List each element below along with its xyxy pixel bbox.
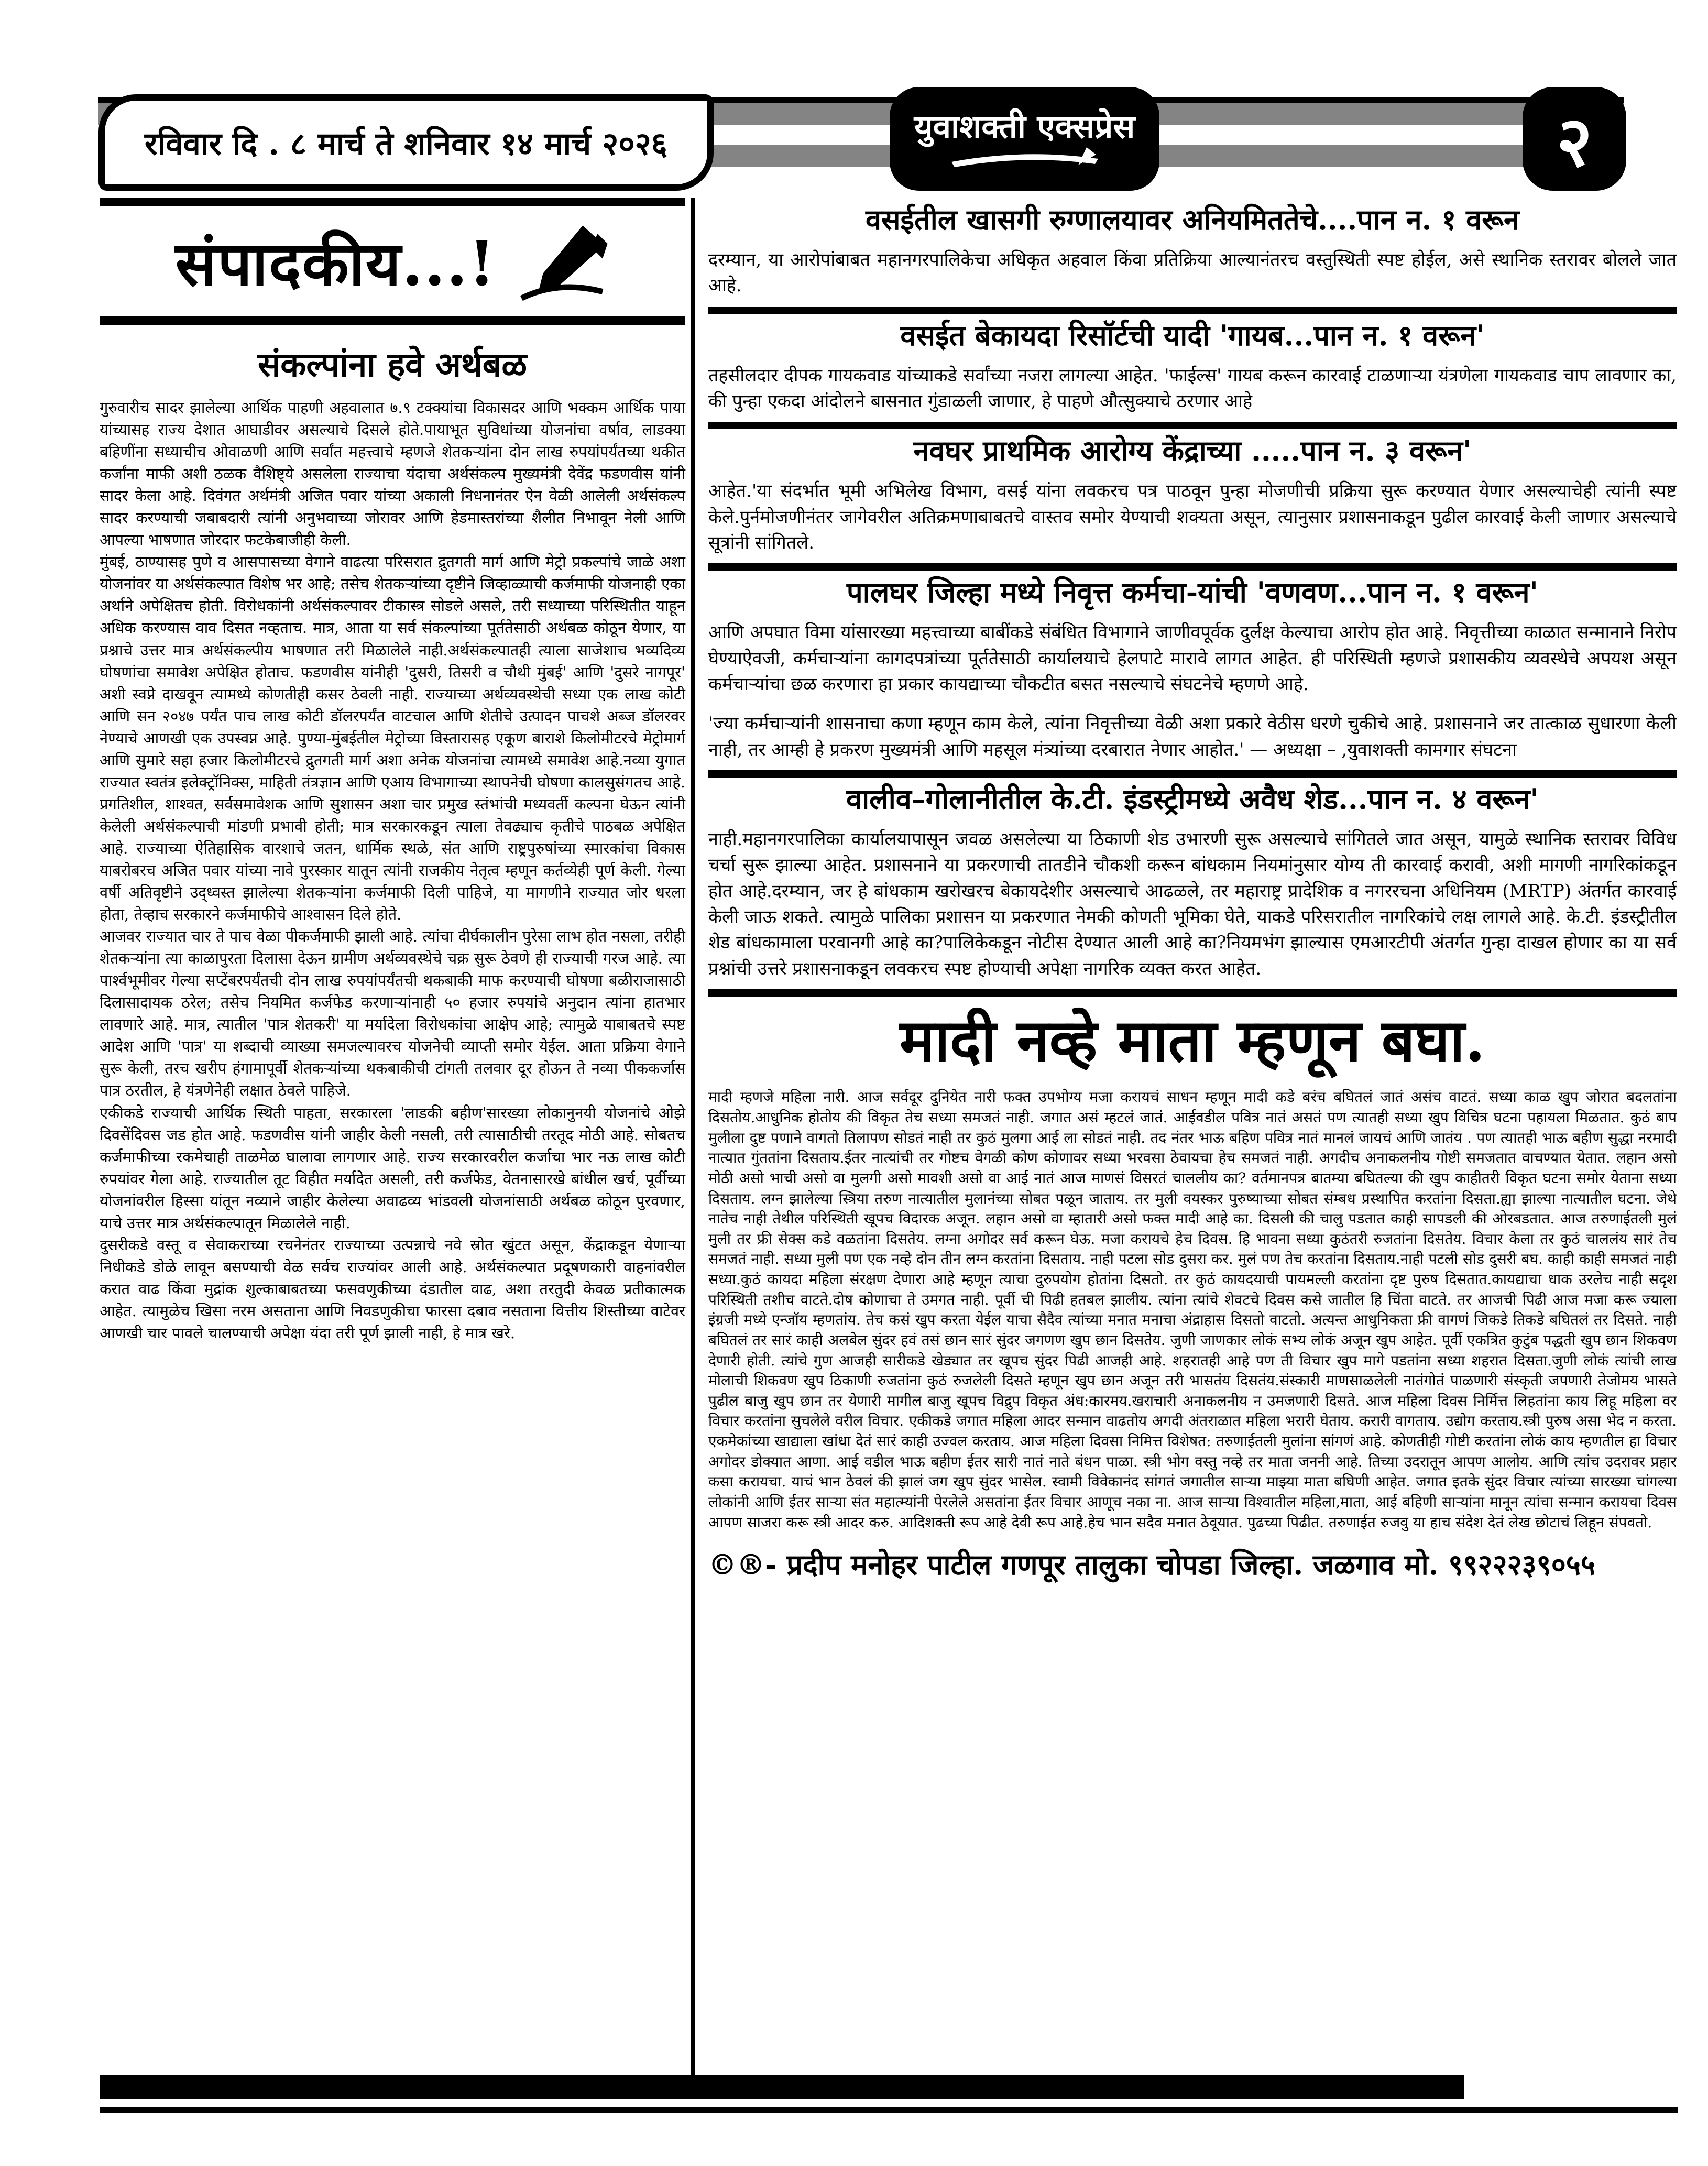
editorial-paragraph: गुरुवारीच सादर झालेल्या आर्थिक पाहणी अहवालात ७.९ टक्क्यांचा विकासदर आणि भक्कम आर्थिक पाया यांच्यासह राज्य देशात आघाडीवर असल्याचे दिसले होते.पायाभूत सुविधांच्या योजनांचा वर्षाव, लाडक्या बहिणींना सध्याचीच ओवाळणी आणि सर्वांत महत्त्वाचे म्हणजे शेतकऱ्यांना दोन लाख रुपयांपर्यंतच्या थकीत कर्जांना माफी अशी ठळक वैशिष्ट्ये असलेला राज्याचा यंदाचा अर्थसंकल्प मुख्यमंत्री देवेंद्र फडणवीस यांनी सादर केला आहे. दिवंगत अर्थमंत्री अजित पवार यांच्या अकाली निधनानंतर ऐन वेळी आलेली अर्थसंकल्प सादर करण्याची जबाबदारी त्यांनी अनुभवाच्या जोरावर आणि हेडमास्तरांच्या शैलीत निभावून नेली आणि आपल्या भाषणात जोरदार फटकेबाजीही केली. <box>100 399 685 549</box>
article-quote: 'ज्या कर्मचाऱ्यांनी शासनाचा कणा म्हणून काम केले, त्यांना निवृत्तीच्या वेळी अशा प्रकारे वेठीस धरणे चुकीचे आहे. प्रशासनाने जर तात्काळ सुधारणा केली नाही, तर आम्ही हे प्रकरण मुख्यमंत्री आणि महसूल मंत्र्यांच्या दरबारात नेणार आहोत.' — अध्यक्षा – ,युवाशक्ती कामगार संघटना <box>708 713 1677 760</box>
editorial-header: संपादकीय...! <box>175 228 497 300</box>
section-divider <box>708 563 1677 571</box>
section-divider <box>708 770 1677 778</box>
editorial-title: संकल्पांना हवे अर्थबळ <box>257 345 527 385</box>
masthead-badge <box>890 87 1159 191</box>
feature-credit: ©®- प्रदीप मनोहर पाटील गणपूर तालुका चोपडा जिल्हा. जळगाव मो. ९९२२२३९०५५ <box>708 1548 1595 1582</box>
article-paragraph: आणि अपघात विमा यांसारख्या महत्त्वाच्या बाबींकडे संबंधित विभागाने जाणीवपूर्वक दुर्लक्ष केल्याचा आरोप होत आहे. निवृत्तीच्या काळात सन्मानाने निरोप घेण्याऐवजी, कर्मचाऱ्यांना कागदपत्रांच्या पूर्ततेसाठी कार्यालयाचे हेलपाटे मारावे लागत आहेत. ही परिस्थिती म्हणजे प्रशासकीय व्यवस्थेचे अपयश असून कर्मचाऱ्यांचा छळ करणारा हा प्रकार कायद्याच्या चौकटीत बसत नसल्याचे संघटनेचे म्हणणे आहे. <box>708 622 1677 695</box>
feature-article <box>708 1006 1677 1583</box>
page-number-badge <box>1523 87 1626 191</box>
article-headline: वसईत बेकायदा रिसॉर्टची यादी 'गायब...पान न. १ वरून' <box>900 318 1485 352</box>
news-column <box>708 198 1677 1583</box>
editorial-column <box>100 198 685 1344</box>
article-section-kt-industry-shed <box>708 783 1677 982</box>
section-divider <box>708 989 1677 997</box>
article-paragraph: आहेत.'या संदर्भात भूमी अभिलेख विभाग, वसई यांना लवकरच पत्र पाठवून पुन्हा मोजणीची प्रक्रिया सुरू करण्यात येणार असल्याचेही त्यांनी स्पष्ट केले.पुर्नमोजणीनंतर जागेवरील अतिक्रमणाबाबतचे वास्तव समोर येण्याची शक्यता असून, त्यानुसार प्रशासनाकडून पुढील कारवाई केली जाणार असल्याचे सूत्रांनी सांगितले. <box>708 480 1677 554</box>
article-headline: नवघर प्राथमिक आरोग्य केंद्राच्या .....पान न. ३ वरून' <box>913 434 1472 468</box>
article-section-vasai-hospital <box>708 203 1677 299</box>
date-box <box>98 94 714 191</box>
section-divider <box>708 307 1677 314</box>
article-section-palghar-retirees <box>708 576 1677 763</box>
article-section-navghar-health-center <box>708 434 1677 556</box>
article-paragraph: नाही.महानगरपालिका कार्यालयापासून जवळ असलेल्या या ठिकाणी शेड उभारणी सुरू असल्याचे सांगितले जात असून, यामुळे स्थानिक स्तरावर विविध चर्चा सुरू झाल्या आहेत. प्रशासनाने या प्रकरणाची तातडीने चौकशी करून बांधकाम नियमांनुसार योग्य ती कारवाई करावी, अशी मागणी नागरिकांकडून होत आहे.दरम्यान, जर हे बांधकाम खरोखरच बेकायदेशीर असल्याचे आढळले, तर महाराष्ट्र प्रादेशिक व नगररचना अधिनियम (MRTP) अंतर्गत कारवाई केली जाऊ शकते. त्यामुळे पालिका प्रशासन या प्रकरणात नेमकी कोणती भूमिका घेते, याकडे परिसरातील नागरिकांचे लक्ष लागले आहे. के.टी. इंडस्ट्रीतील शेड बांधकामाला परवानगी आहे का?पालिकेकडून नोटीस देण्यात आली आहे का?नियमभंग झाल्यास एमआरटीपी अंतर्गत गुन्हा दाखल होणार का या सर्व प्रश्नांची उत्तरे प्रशासनाकडून लवकरच स्पष्ट होण्याची अपेक्षा नागरिक व्यक्त करत आहेत. <box>708 829 1677 979</box>
feature-body: मादी म्हणजे महिला नारी. आज सर्वदूर दुनियेत नारी फक्त उपभोग्य मजा करायचं साधन म्हणून मादी कडे बरंच बघितलं जातं असंच वाटतं. सध्या काळ खुप जोरात बदलतांना दिसतोय.आधुनिक होतोय की विकृत तेच सध्या समजतं नाही. जगात असं म्हटलं जातं. आईवडील पवित्र नातं असतं पण त्यातही सध्या खुप विचित्र घटना पहायला मिळतात. कुठं बाप मुलीला दुष्ट पणाने वागतो तिलापण सोडतं नाही तर कुठं मुलगा आई ला सोडतं नाही. तद नंतर भाऊ बहिण पवित्र नातं मानलं जायचं आणि जातंय . पण त्यातही भाऊ बहीण सुद्धा नरमादी नात्यात गुंततांना दिसताय.ईतर नात्यांची तर गोष्टच वेगळी कोण कोणावर सध्या भरवसा ठेवायचा हेच समजतं नाही. अगदीच अनाकलनीय गोष्टी समजतात वाचण्यात येतात. लहान असो मोठी असो भाची असो वा मुलगी असो मावशी असो वा आई नातं आज माणसं विसरतं चाललीय का? वर्तमानपत्र बातम्या बघितल्या की खुप काहीतरी विकृत घटना समोर येताना सध्या दिसताय. लग्न झालेल्या स्त्रिया तरुण नात्यातील मुलानंच्या सोबत पळून जाताय. तर मुली वयस्कर पुरुष्याच्या सोबत संम्बध प्रस्थापित करतांना दिसता.ह्या झाल्या नात्यातील घटना. जेथे नातेच नाही तेथील परिस्थिती खूपच विदारक अजून. लहान असो वा म्हातारी असो फक्त मादी आहे का. दिसली की चालु पडतात काही सापडली की ओरबडतात. आज तरुणाईतली मुलं मुली तर फ्री सेक्स कडे वळतांना दिसतेय. लग्ना अगोदर सर्व करून घेऊ. मजा करायचे हेच दिवस. हि भावना सध्या कुठंतरी रुजतांना दिसतेय. विचार केला तर कुठं चाललंय सारं तेच समजतं नाही. सध्या मुली पण एक नव्हे दोन तीन लग्न करतांना दिसताय. नाही पटला सोड दुसरा कर. मुलं पण तेच करतांना दिसताय.नाही पटली सोड दुसरी बघ. काही काही समजतं नाही सध्या.कुठं कायदा महिला संरक्षण देणारा आहे म्हणून त्याचा दुरुपयोग होतांना दिसतो. तर कुठं कायदयाची पायमल्ली करतांना दृष्ट पुरुष दिसतात.कायद्याचा धाक उरलेच नाही सदृश परिस्थिती तशीच वाटते.दोष कोणाचा ते उमगत नाही. पूर्वी ची पिढी हतबल झालीय. त्यांना त्यांचे शेवटचे दिवस कसे जातील हि चिंता वाटते. तर आजची पिढी आज मजा करू ज्याला इंग्रजी मध्ये एन्जॉय म्हणतांय. तेच कसं खुप करता येईल याचा सैदैव त्यांच्या मनात मनाचा अंद्राहास दिसतो वाटतो. अत्यन्त आधुनिकता फ्री वागणं जिकडे तिकडे बघितलं तर दिसते. नाही बघितलं तर सारं काही अलबेल सुंदर हवं तसं छान सारं सुंदर जगणण खुप छान दिसतेय. जुणी जाणकार लोकं सभ्य लोकं अजून खुप आहेत. पूर्वी एकत्रित कुटुंब पद्धती खुप छान शिकवण देणारी होती. त्यांचे गुण आजही सारीकडे खेड्यात तर खूपच सुंदर पिढी आजही आहे. शहरातही आहे पण ती विचार खुप मागे पडतांना सध्या शहरात दिसता.जुणी लोकं त्यांची लाख मोलाची शिकवण खुप ठिकाणी रुजतांना कुठं रुजलेली दिसते म्हणून खुप छान अजून तरी भासतंय दिसतंय.संस्कारी माणसाळलेली नातंगोतं पाळणारी संस्कृती जपणारी तेजोमय भासते पुढील बाजु खुप छान तर येणारी मागील बाजु खूपच विद्रुप विकृत अंध:कारमय.खराचारी अनाकलनीय न उमजणारी दिसते. आज महिला दिवस निर्मित्त लिहतांना काय लिहू महिला वर विचार करतांना सुचलेले वरील विचार. एकीकडे जगात महिला आदर सन्मान वाढतोय अगदी अंतराळात महिला भरारी घेताय. करारी वागताय. उद्योग करताय.स्त्री पुरुष असा भेद न करता. एकमेकांच्या खाद्याला खांधा देतं सारं काही उज्वल करताय. आज महिला दिवसा निमित्त विशेषत: तरुणाईतली मुलांना सांगणं आहे. कोणतीही गोष्टी करतांना लोकं काय म्हणतील हा विचार अगोदर डोक्यात आणा. आई वडील भाऊ बहीण ईतर सारी नातं नाते बंधन पाळा. स्त्री भोग वस्तु नव्हे तर माता जननी आहे. तिच्या उदरातून आपण आलोय. आणि त्यांच उदरावर प्रहार कसा करायचा. याचं भान ठेवलं की झालं जग खुप सुंदर भासेल. स्वामी विवेकानंद सांगतं जगातील साऱ्या माझ्या माता बघिणी आहेत. जगात इतके सुंदर विचार त्यांच्या सारख्या चांगल्या लोकांनी आणि ईतर साऱ्या संत महात्म्यांनी पेरलेले असतांना ईतर विचार आणूच नका ना. आज साऱ्या विश्वातील महिला,माता, आई बहिणी साऱ्यांना मानून त्यांचा सन्मान करायचा दिवस आपण साजरा करू स्त्री आदर करु. आदिशक्ती रूप आहे देवी रूप आहे.हेच भान सदैव मनात ठेवूयात. पुढच्या पिढीत. तरुणाईत रुजवु या हाच संदेश देतं लेख छोटाचं लिहून संपवतो. <box>708 1088 1677 1531</box>
article-headline: वालीव–गोलानीतील के.टी. इंडस्ट्रीमध्ये अवैध शेड...पान न. ४ वरून' <box>846 782 1539 816</box>
editorial-paragraph: मुंबई, ठाण्यासह पुणे व आसपासच्या वेगाने वाढत्या परिसरात द्रुतगती मार्ग आणि मेट्रो प्रकल्पांचे जाळे अशा योजनांवर या अर्थसंकल्पात विशेष भर आहे; तसेच शेतकऱ्यांच्या दृष्टीने जिव्हाळ्याची कर्जमाफी योजनाही एका अर्थाने अपेक्षितच होती. विरोधकांनी अर्थसंकल्पावर टीकास्त्र सोडले असले, तरी सध्याच्या परिस्थितीत याहून अधिक करण्यास वाव दिसत नव्हताच. मात्र, आता या सर्व संकल्पांच्या पूर्ततेसाठी अर्थबळ कोठून येणार, या प्रश्नाचे उत्तर मात्र अर्थसंकल्पीय भाषणात तरी मिळालेले नाही.अर्थसंकल्पातही त्याला साजेशाच भव्यदिव्य घोषणांचा समावेश अपेक्षित होताच. फडणवीस यांनीही 'दुसरी, तिसरी व चौथी मुंबई' आणि 'दुसरे नागपूर' अशी स्वप्ने दाखवून त्यामध्ये कोणतीही कसर ठेवली नाही. राज्याच्या अर्थव्यवस्थेची सध्या एक लाख कोटी आणि सन २०४७ पर्यंत पाच लाख कोटी डॉलरपर्यंत वाटचाल आणि शेतीचे उत्पादन पाचशे अब्ज डॉलरवर नेण्याचे आणखी एक उपस्वप्न आहे. पुण्या-मुंबईतील मेट्रोच्या विस्तारासह एकूण बाराशे किलोमीटरचे मेट्रोमार्ग आणि सुमारे सहा हजार किलोमीटरचे द्रुतगती मार्ग अशा अनेक योजनांचा त्यामध्ये समावेश आहे.नव्या युगात राज्यात स्वतंत्र इलेक्ट्रॉनिक्स, माहिती तंत्रज्ञान आणि एआय विभागाच्या स्थापनेची घोषणा कालसुसंगतच आहे. प्रगतिशील, शाश्वत, सर्वसमावेशक आणि सुशासन अशा चार प्रमुख स्तंभांची मध्यवर्ती कल्पना घेऊन त्यांनी केलेली अर्थसंकल्पाची मांडणी प्रभावी होती; मात्र सरकारकडून त्याला तेवढ्याच कृतीचे पाठबळ अपेक्षित आहे. राज्याच्या ऐतिहासिक वारशाचे जतन, धार्मिक स्थळे, संत आणि राष्ट्रपुरुषांच्या स्मारकांचा विकास याबरोबरच अजित पवार यांच्या नावे पुरस्कार यातून त्यांनी राजकीय नेतृत्व म्हणून कर्तव्येही पूर्ण केली. गेल्या वर्षी अतिवृष्टीने उद्ध्वस्त झालेल्या शेतकऱ्यांना कर्जमाफी दिली पाहिजे, या मागणीने राज्यात जोर धरला होता, तेव्हाच सरकारने कर्जमाफीचे आश्वासन दिले होते. <box>100 553 685 924</box>
masthead-title: युवाशक्ती एक्सप्रेस <box>914 107 1135 146</box>
page-number: २ <box>1556 101 1593 182</box>
feature-headline: मादी नव्हे माता म्हणून बघा. <box>900 1006 1485 1075</box>
editorial-paragraph: दुसरीकडे वस्तू व सेवाकराच्या रचनेनंतर राज्याच्या उत्पन्नाचे नवे स्रोत खुंटत असून, केंद्राकडून येणाऱ्या निधीकडे डोळे लावून बसण्याची वेळ सर्वच राज्यांवर आली आहे. अर्थसंकल्पात प्रदूषणकारी वाहनांवरील करात वाढ किंवा मुद्रांक शुल्काबाबतच्या फसवणुकीच्या दंडातील वाढ, अशा तरतुदी केवळ प्रतीकात्मक आहेत. त्यामुळेच खिसा नरम असताना आणि निवडणुकीचा फारसा दबाव नसताना वित्तीय शिस्तीच्या वाटेवर आणखी चार पावले चालण्याची अपेक्षा यंदा तरी पूर्ण झाली नाही, हे मात्र खरे. <box>100 1235 685 1342</box>
article-paragraph: तहसीलदार दीपक गायकवाड यांच्याकडे सर्वांच्या नजरा लागल्या आहेत. 'फाईल्स' गायब करून कारवाई टाळणाऱ्या यंत्रणेला गायकवाड चाप लावणार का, की पुन्हा एकदा आंदोलने बासनात गुंडाळली जाणार, हे पाहणे औत्सुक्याचे ठरणार आहे <box>708 365 1677 412</box>
article-paragraph: दरम्यान, या आरोपांबाबत महानगरपालिकेचा अधिकृत अहवाल किंवा प्रतिक्रिया आल्यानंतरच वस्तुस्थिती स्पष्ट होईल, असे स्थानिक स्तरावर बोलले जात आहे. <box>708 249 1677 297</box>
column-divider <box>691 198 695 2076</box>
writing-hand-pen-icon <box>510 222 609 301</box>
footer-rule <box>100 2107 1678 2113</box>
article-headline: वसईतील खासगी रुग्णालयावर अनियमिततेचे....पान न. १ वरून <box>865 203 1520 236</box>
editorial-body <box>100 397 685 1344</box>
editorial-paragraph: एकीकडे राज्याची आर्थिक स्थिती पाहता, सरकारला 'लाडकी बहीण'सारख्या लोकानुनयी योजनांचे ओझे दिवसेंदिवस जड होत आहे. फडणवीस यांनी जाहीर केली नसली, तरी त्यासाठीची तरतूद मोठी आहे. सोबतच कर्जमाफीच्या रकमेचाही ताळमेळ घालावा लागणार आहे. राज्य सरकारवरील कर्जाचा भार नऊ लाख कोटी रुपयांवर गेला आहे. राज्यातील तूट विहीत मर्यादेत असली, तरी कर्जफेड, वेतनासारखे बांधील खर्च, पूर्वीच्या योजनांवरील हिस्सा यांतून नव्याने जाहीर केलेल्या अवाढव्य भांडवली योजनांसाठी अर्थबळ कोठून पुरवणार, याचे उत्तर मात्र अर्थसंकल्पातून मिळालेले नाही. <box>100 1103 685 1232</box>
pen-flourish-icon <box>946 147 1103 168</box>
article-section-resort-list <box>708 319 1677 415</box>
footer-bar <box>100 2075 1464 2099</box>
editorial-paragraph: आजवर राज्यात चार ते पाच वेळा पीकर्जमाफी झाली आहे. त्यांचा दीर्घकालीन पुरेसा लाभ होत नसला, तरीही शेतकऱ्यांना त्या काळापुरता दिलासा देऊन ग्रामीण अर्थव्यवस्थेचे चक्र सुरू ठेवणे ही राज्याची गरज आहे. त्या पार्श्वभूमीवर गेल्या सप्टेंबरपर्यंतची दोन लाख रुपयांपर्यंतची थकबाकी माफ करण्याची घोषणा बळीराजासाठी दिलासादायक ठरेल; तसेच नियमित कर्जफेड करणाऱ्यांनाही ५० हजार रुपयांचे अनुदान त्यांना हातभार लावणारे आहे. मात्र, त्यातील 'पात्र शेतकरी' या मर्यादेला विरोधकांचा आक्षेप आहे; त्यामुळे याबाबतचे स्पष्ट आदेश आणि 'पात्र' या शब्दाची व्याख्या समजल्यावरच योजनेची व्याप्ती समोर येईल. आता प्रक्रिया वेगाने सुरू केली, तरच खरीप हंगामापूर्वी शेतकऱ्यांच्या थकबाकीची टांगती तलवार दूर होऊन ते नव्या पीककर्जास पात्र ठरतील, हे यंत्रणेनेही लक्षात ठेवले पाहिजे. <box>100 927 685 1100</box>
section-divider <box>708 422 1677 429</box>
article-headline: पालघर जिल्हा मध्ये निवृत्त कर्मचा-यांची 'वणवण...पान न. १ वरून' <box>847 575 1538 609</box>
date-line: रविवार दि . ८ मार्च ते शनिवार १४ मार्च २०२६ <box>145 126 667 162</box>
editorial-header-box <box>100 198 685 325</box>
